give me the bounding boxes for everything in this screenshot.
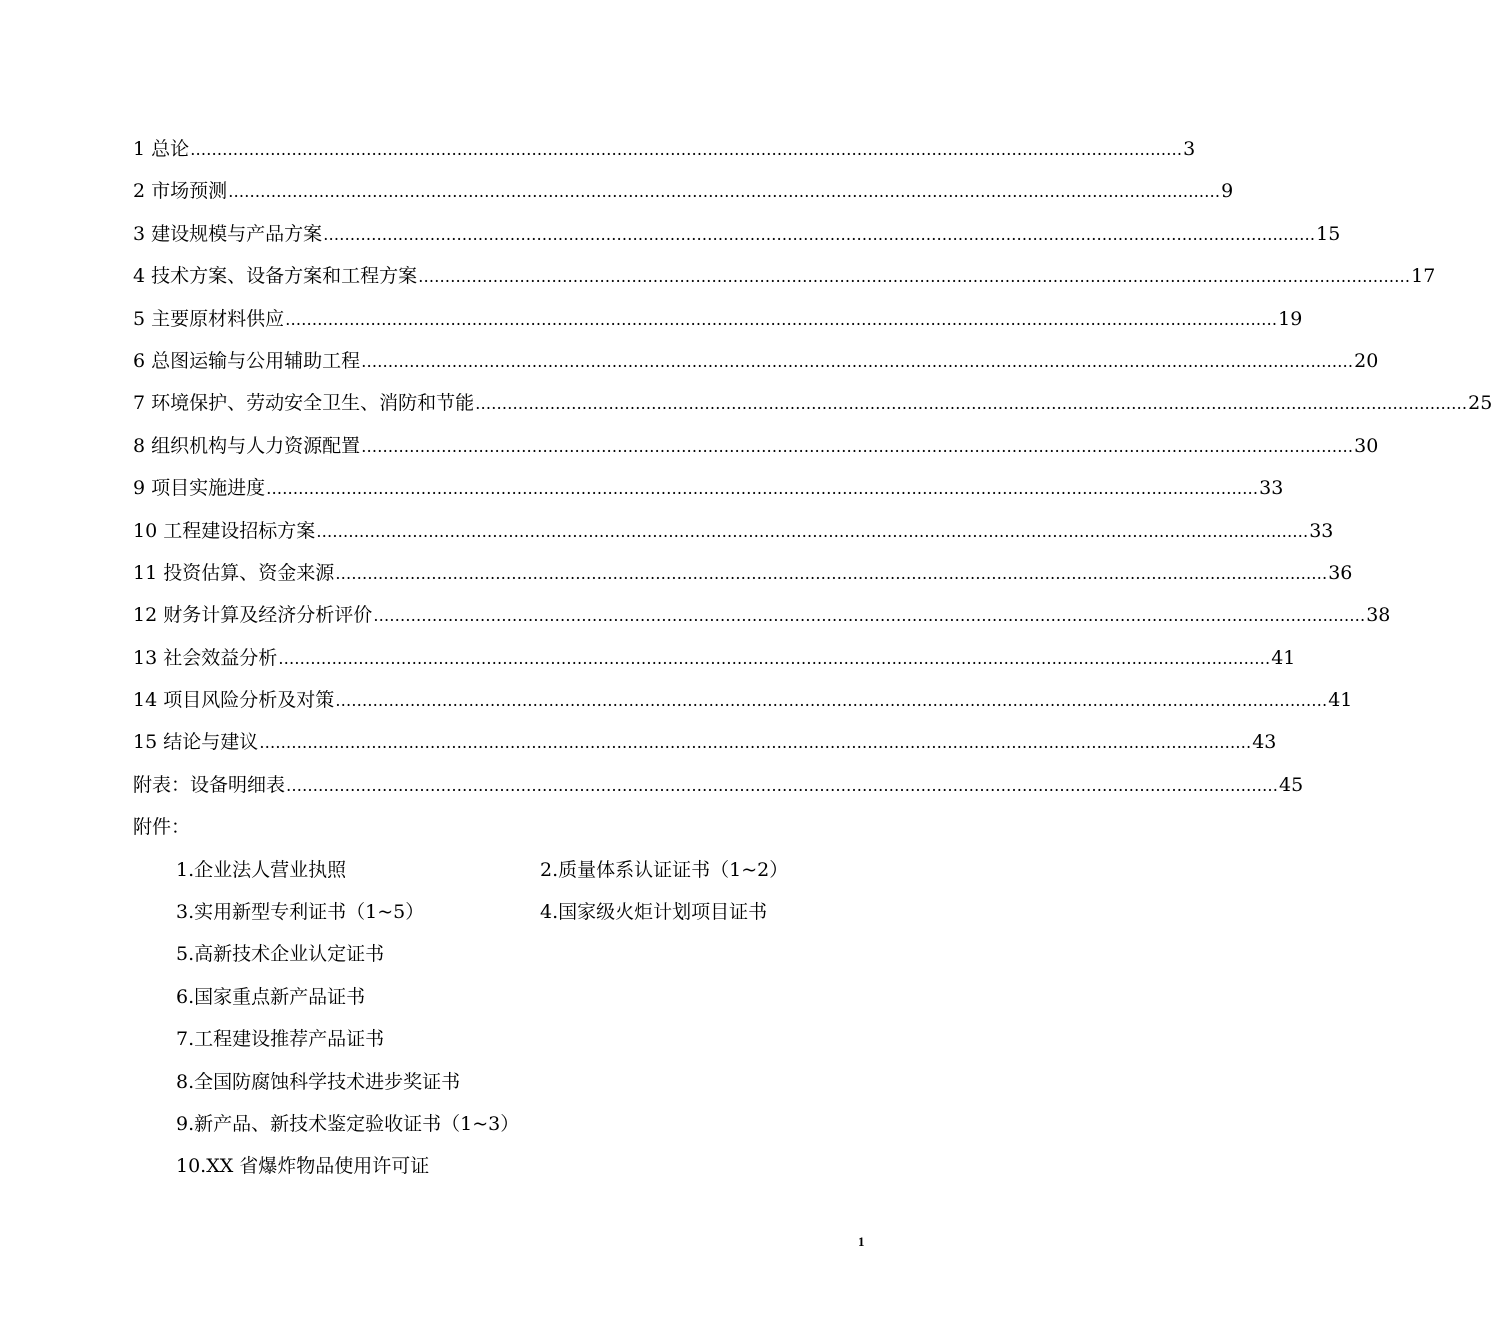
toc-entry-title: 4 技术方案、设备方案和工程方案 — [133, 265, 418, 288]
toc-entry-page: 38 — [1366, 604, 1391, 627]
attachment-item — [540, 976, 870, 1018]
toc-leader-dots: …………………………………………………………………………………………………………………………………………………………………… — [361, 351, 1354, 371]
toc-entry[interactable] — [133, 340, 1379, 382]
attachment-item — [540, 1145, 870, 1187]
toc-entry-page: 41 — [1271, 646, 1296, 669]
attachment-item: 9.新产品、新技术鉴定验收证书（1~3） — [176, 1112, 520, 1135]
attachments-heading: 附件： — [133, 816, 191, 839]
toc-entry-title: 7 环境保护、劳动安全卫生、消防和节能 — [133, 392, 475, 415]
toc-entry-page: 20 — [1354, 349, 1379, 372]
toc-entry[interactable] — [133, 764, 1304, 806]
toc-leader-dots: …………………………………………………………………………………………………………………………………………………………………… — [190, 140, 1183, 159]
toc-entry-page: 33 — [1259, 477, 1284, 500]
toc-entry-title: 8 组织机构与人力资源配置 — [133, 434, 361, 457]
toc-leader-dots: …………………………………………………………………………………………………………………………………………………………………… — [278, 648, 1271, 668]
toc-entry-page: 17 — [1411, 265, 1436, 288]
toc-entry-page: 25 — [1468, 392, 1492, 415]
toc-entry[interactable] — [133, 467, 1284, 509]
attachment-row — [176, 976, 870, 1018]
attachment-item — [540, 1018, 870, 1060]
toc-entry[interactable] — [133, 382, 1492, 424]
attachment-item: 10.XX 省爆炸物品使用许可证 — [176, 1155, 430, 1178]
toc-entry[interactable] — [133, 255, 1436, 297]
attachment-row — [176, 1061, 870, 1103]
toc-leader-dots: …………………………………………………………………………………………………………………………………………………………………… — [286, 775, 1279, 795]
toc-leader-dots: …………………………………………………………………………………………………………………………………………………………………… — [373, 606, 1366, 626]
toc-leader-dots: …………………………………………………………………………………………………………………………………………………………………… — [228, 182, 1221, 202]
attachment-item: 3.实用新型专利证书（1~5） — [176, 901, 425, 924]
toc-entry[interactable] — [133, 721, 1277, 763]
toc-entry[interactable] — [133, 552, 1353, 594]
toc-leader-dots: …………………………………………………………………………………………………………………………………………………………………… — [361, 436, 1354, 456]
toc-entry-title: 5 主要原材料供应 — [133, 307, 285, 330]
attachment-item: 5.高新技术企业认定证书 — [176, 943, 385, 966]
toc-leader-dots: …………………………………………………………………………………………………………………………………………………………………… — [418, 267, 1411, 287]
toc-entry-title: 11 投资估算、资金来源 — [133, 561, 335, 584]
toc-entry-title: 3 建设规模与产品方案 — [133, 222, 323, 245]
toc-entry-page: 45 — [1279, 773, 1304, 796]
toc-entry-page: 15 — [1316, 222, 1341, 245]
attachment-item: 6.国家重点新产品证书 — [176, 985, 366, 1008]
toc-entry-page: 19 — [1278, 307, 1303, 330]
attachment-item: 7.工程建设推荐产品证书 — [176, 1028, 385, 1051]
toc-leader-dots: …………………………………………………………………………………………………………………………………………………………………… — [475, 394, 1468, 414]
toc-entry[interactable] — [133, 170, 1234, 212]
toc-entry-page: 30 — [1354, 434, 1379, 457]
toc-entry-title: 10 工程建设招标方案 — [133, 519, 316, 542]
toc-entry[interactable] — [133, 213, 1341, 255]
toc-entry[interactable] — [133, 510, 1334, 552]
toc-entry-page: 41 — [1328, 689, 1353, 712]
attachment-row — [176, 891, 870, 933]
toc-leader-dots: …………………………………………………………………………………………………………………………………………………………………… — [266, 479, 1259, 499]
table-of-contents — [133, 128, 1492, 1188]
attachment-row — [176, 1145, 870, 1187]
attachment-item — [540, 1103, 870, 1145]
attachment-row — [176, 1018, 870, 1060]
toc-entry-page: 9 — [1221, 180, 1234, 203]
toc-entry[interactable] — [133, 594, 1391, 636]
attachments-list — [176, 849, 870, 1188]
toc-leader-dots: …………………………………………………………………………………………………………………………………………………………………… — [323, 224, 1316, 244]
toc-entry-title: 2 市场预测 — [133, 180, 228, 203]
attachment-item: 8.全国防腐蚀科学技术进步奖证书 — [176, 1070, 461, 1093]
toc-entry-page: 33 — [1309, 519, 1334, 542]
toc-entry-page: 36 — [1328, 561, 1353, 584]
attachment-item: 4.国家级火炬计划项目证书 — [540, 901, 768, 924]
attachment-row — [176, 1103, 870, 1145]
toc-entry[interactable] — [133, 128, 1196, 170]
toc-entry-title: 15 结论与建议 — [133, 731, 259, 754]
toc-entry-page: 43 — [1252, 731, 1277, 754]
toc-entry-title: 6 总图运输与公用辅助工程 — [133, 349, 361, 372]
toc-entry[interactable] — [133, 637, 1296, 679]
toc-entry-title: 1 总论 — [133, 138, 190, 160]
toc-entry-title: 9 项目实施进度 — [133, 477, 266, 500]
toc-entry-title: 13 社会效益分析 — [133, 646, 278, 669]
toc-entry-title: 14 项目风险分析及对策 — [133, 689, 335, 712]
toc-entry[interactable] — [133, 425, 1379, 467]
toc-entry-title: 12 财务计算及经济分析评价 — [133, 604, 373, 627]
toc-entry-title: 附表：设备明细表 — [133, 773, 286, 796]
attachment-item: 1.企业法人营业执照 — [176, 858, 347, 881]
page-number: 1 — [858, 1234, 865, 1249]
toc-leader-dots: …………………………………………………………………………………………………………………………………………………………………… — [259, 733, 1252, 753]
attachment-item: 2.质量体系认证证书（1~2） — [540, 858, 789, 881]
toc-leader-dots: …………………………………………………………………………………………………………………………………………………………………… — [335, 563, 1328, 583]
attachment-row — [176, 933, 870, 975]
toc-entry[interactable] — [133, 298, 1303, 340]
toc-leader-dots: …………………………………………………………………………………………………………………………………………………………………… — [316, 521, 1309, 541]
attachment-row — [176, 849, 870, 891]
toc-leader-dots: …………………………………………………………………………………………………………………………………………………………………… — [335, 691, 1328, 711]
toc-entry-page: 3 — [1183, 138, 1196, 160]
attachment-item — [540, 933, 870, 975]
toc-leader-dots: …………………………………………………………………………………………………………………………………………………………………… — [285, 309, 1278, 329]
attachment-item — [540, 1061, 870, 1103]
toc-entry[interactable] — [133, 679, 1353, 721]
